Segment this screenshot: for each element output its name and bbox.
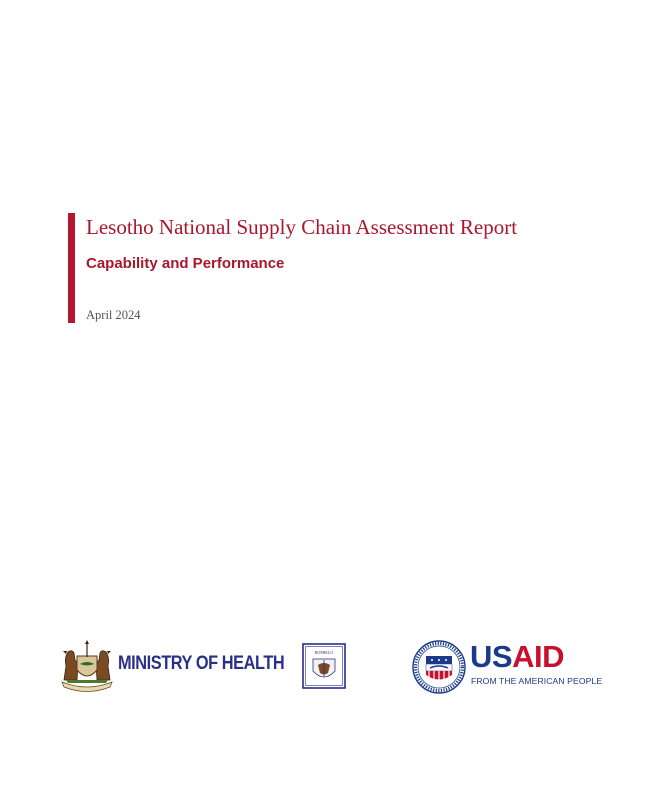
ministry-seal-text: BOPHELO [314,650,334,655]
ministry-of-health-logo [58,640,350,692]
report-date: April 2024 [86,308,141,322]
report-title: Lesotho National Supply Chain Assessment Report [86,215,518,239]
usaid-word-aid: AID [512,639,564,674]
lesotho-coat-of-arms-icon [58,640,116,692]
usaid-seal-icon [412,640,466,694]
usaid-logo [412,639,603,695]
usaid-word-us: US [470,639,513,674]
report-subtitle: Capability and Performance [86,255,285,272]
accent-bar [68,213,75,323]
usaid-tagline: FROM THE AMERICAN PEOPLE [471,676,603,686]
usaid-wordmark [470,639,564,675]
title-block [68,213,608,323]
ministry-seal-icon [302,643,346,689]
ministry-name: MINISTRY OF HEALTH [118,653,285,674]
